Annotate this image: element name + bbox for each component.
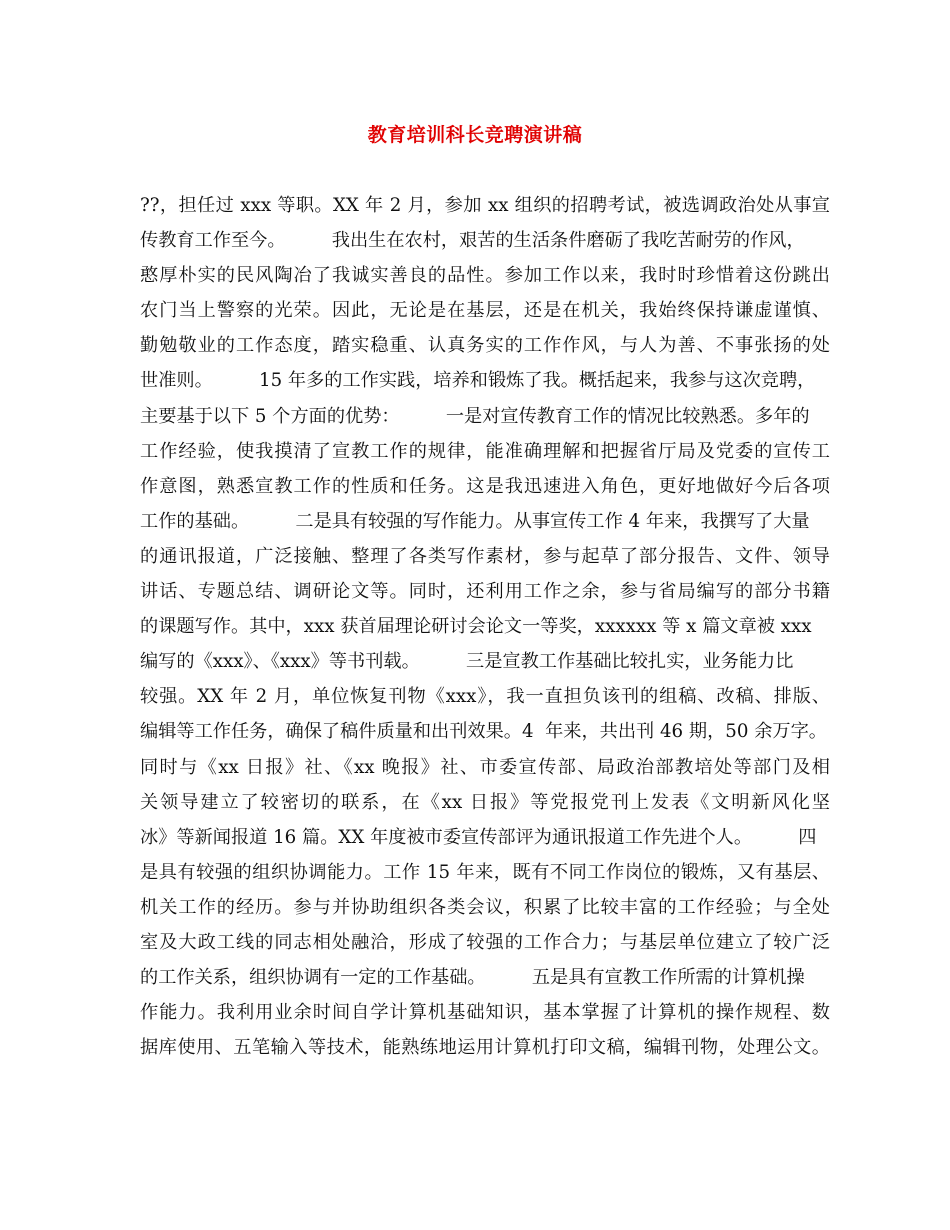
body-line: 作能力。我利用业余时间自学计算机基础知识，基本掌握了计算机的操作规程、数 [140,1002,830,1024]
document-title: 教育培训科长竞聘演讲稿 [367,124,583,146]
body-line: 传教育工作至今。 我出生在农村，艰苦的生活条件磨砺了我吃苦耐劳的作风， [140,230,805,252]
body-line: 工作经验，使我摸清了宣教工作的规律，能准确理解和把握省厅局及党委的宣传工 [140,440,830,462]
body-line: 据库使用、五笔输入等技术，能熟练地运用计算机打印文稿，编辑刊物，处理公文。 [140,1037,830,1059]
body-line: 农门当上警察的光荣。因此，无论是在基层，还是在机关，我始终保持谦虚谨慎、 [140,300,830,322]
body-line: 编写的《xxx》、《xxx》等书刊载。 三是宣教工作基础比较扎实，业务能力比 [140,651,794,673]
body-line: ??，担任过 xxx 等职。XX 年 2 月，参加 xx 组织的招聘考试，被选调政治处从事宣 [140,195,830,216]
body-line: 的通讯报道，广泛接触、整理了各类写作素材，参与起草了部分报告、文件、领导 [140,545,830,567]
body-line: 关领导建立了较密切的联系，在《xx 日报》等党报党刊上发表《文明新风化坚 [140,791,830,813]
body-line: 编辑等工作任务，确保了稿件质量和出刊效果。4 年来，共出刊 46 期，50 余万字。 [140,721,827,743]
document-body [140,188,830,1065]
body-line: 冰》等新闻报道 16 篇。XX 年度被市委宣传部评为通讯报道工作先进个人。 四 [140,826,817,848]
body-line: 的工作关系，组织协调有一定的工作基础。 五是具有宣教工作所需的计算机操 [140,967,805,989]
body-line: 同时与《xx 日报》社、《xx 晚报》社、市委宣传部、局政治部教培处等部门及相 [140,756,830,778]
body-line: 室及大政工线的同志相处融洽，形成了较强的工作合力；与基层单位建立了较广泛 [140,931,830,953]
body-line: 主要基于以下 5 个方面的优势： 一是对宣传教育工作的情况比较熟悉。多年的 [140,405,810,427]
body-line: 的课题写作。其中，xxx 获首届理论研讨会论文一等奖，xxxxxx 等 x 篇文章被 xxx [140,616,812,638]
body-line: 工作的基础。 二是具有较强的写作能力。从事宣传工作 4 年来，我撰写了大量 [140,510,810,532]
body-line: 讲话、专题总结、调研论文等。同时，还利用工作之余，参与省局编写的部分书籍 [140,581,830,603]
body-line: 世准则。 15 年多的工作实践，培养和锻炼了我。概括起来，我参与这次竞聘， [140,370,816,392]
body-line: 机关工作的经历。参与并协助组织各类会议，积累了比较丰富的工作经验；与全处 [140,896,830,918]
body-line: 是具有较强的组织协调能力。工作 15 年来，既有不同工作岗位的锻炼，又有基层、 [140,861,830,883]
body-line: 憨厚朴实的民风陶冶了我诚实善良的品性。参加工作以来，我时时珍惜着这份跳出 [140,265,830,287]
body-line: 作意图，熟悉宣教工作的性质和任务。这是我迅速进入角色，更好地做好今后各项 [140,475,830,497]
body-line: 较强。XX 年 2 月，单位恢复刊物《xxx》，我一直担负该刊的组稿、改稿、排版、 [140,686,830,708]
body-line: 勤勉敬业的工作态度，踏实稳重、认真务实的工作作风，与人为善、不事张扬的处 [140,335,830,357]
